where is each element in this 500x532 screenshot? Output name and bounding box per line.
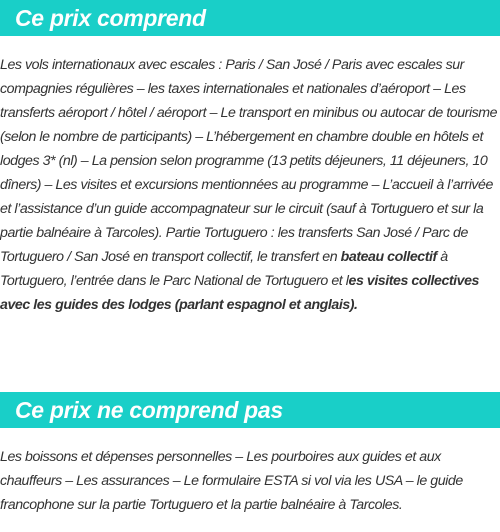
excludes-description: Les boissons et dépenses personnelles – Les pourboires aux guides et aux chauffeurs – Les assurances – Le formulaire ESTA si vol via les USA – le guide francophone sur la partie Tortuguero et la partie balnéaire à Tarcoles. (0, 449, 463, 513)
excludes-title: Ce prix ne comprend pas (15, 396, 283, 423)
excludes-section-header (0, 392, 500, 428)
includes-bold-boat: bateau collectif (340, 249, 437, 265)
includes-text-2: à Tortuguero, l’entrée dans le Parc National de Tortuguero et l (0, 249, 448, 289)
includes-text-1: Les vols internationaux avec escales : Paris / San José / Paris avec escales sur compagnies régulières – les taxes internationales et nationales d’aéroport – Les transferts aéroport / hôtel / aéroport – Le transport en minibus ou autocar de tourisme (selon le nombre de participants) – L’hébergement en chambre double en hôtels et lodges 3* (nl) – La pension selon programme (13 petits déjeuners, 11 déjeuners, 10 dîners) – Les visites et excursions mentionnées au programme – L’accueil à l’arrivée et l’assistance d’un guide accompagnateur sur le circuit (sauf à Tortuguero et sur la partie balnéaire à Tarcoles). Partie Tortuguero : les transferts San José / Parc de Tortuguero / San José en transport collectif, le transfert en (0, 57, 498, 265)
includes-title: Ce prix comprend (15, 4, 206, 31)
includes-description (0, 53, 500, 317)
includes-text-3: . (354, 297, 358, 313)
includes-section-header (0, 0, 500, 36)
includes-bold-visits: es visites collectives avec les guides des lodges (parlant espagnol et anglais) (0, 273, 479, 313)
